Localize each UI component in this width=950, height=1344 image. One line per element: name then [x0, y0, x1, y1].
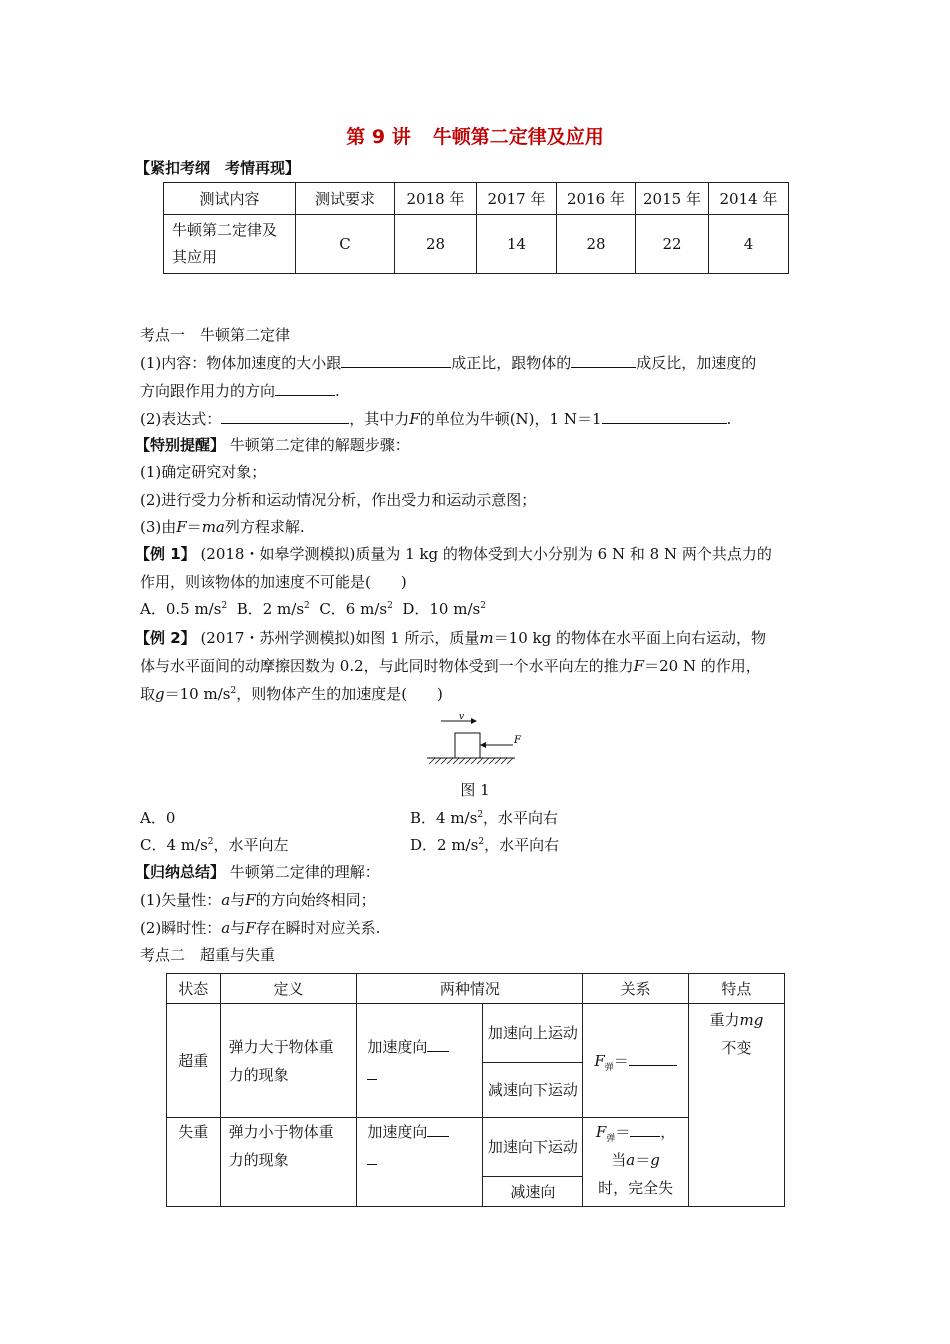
definition-underweight: 弹力小于物体重力的现象	[220, 1118, 357, 1207]
table-cell-value: 28	[395, 215, 477, 274]
table-header-cell: 两种情况	[357, 974, 583, 1004]
state-underweight: 失重	[167, 1118, 221, 1207]
case-underweight-1: 加速向下运动	[483, 1118, 583, 1177]
summary-item1: (1)矢量性：a与F的方向始终相同；	[140, 891, 376, 909]
table-header-cell: 2018 年	[395, 183, 477, 215]
table-header-row	[164, 183, 789, 215]
force-label: F	[514, 735, 521, 746]
ground-hatching	[429, 758, 513, 764]
table-header-row	[167, 974, 785, 1004]
example2-option-c[interactable]: C．4 $m/s^2$，水平向左	[140, 836, 289, 854]
figure-1-diagram	[425, 713, 525, 771]
feature-cell: 重力mg 不变	[688, 1004, 784, 1207]
table-header-cell: 测试内容	[164, 183, 296, 215]
table-header-cell: 关系	[583, 974, 688, 1004]
table-row	[164, 215, 789, 274]
point1-content-line1: (1)内容：物体加速度的大小跟 成正比，跟物体的 成反比，加速度的	[140, 354, 757, 372]
lecture-topic: 牛顿第二定律及应用	[432, 126, 604, 148]
reminder-step1: (1)确定研究对象；	[140, 463, 267, 481]
exam-outline-heading: 【紧扣考纲 考情再现】	[135, 159, 301, 177]
case-overweight-2: 减速向下运动	[483, 1063, 583, 1118]
weight-table	[166, 973, 785, 1207]
reminder-step2: (2)进行受力分析和运动情况分析，作出受力和运动示意图；	[140, 491, 537, 509]
example1-line2: 作用，则该物体的加速度不可能是( )	[140, 573, 407, 591]
option-b[interactable]: B．2 $m/s^2$	[236, 600, 310, 618]
option-d[interactable]: D．10 $m/s^2$	[402, 600, 486, 618]
fill-blank	[602, 408, 727, 424]
lecture-number: 第 9 讲	[346, 126, 411, 148]
table-header-cell: 2017 年	[477, 183, 557, 215]
fill-blank	[221, 408, 349, 424]
table-header-cell: 2014 年	[709, 183, 789, 215]
table-cell-requirement: C	[296, 215, 395, 274]
table-header-cell: 特点	[688, 974, 784, 1004]
table-cell-value: 22	[636, 215, 709, 274]
fill-blank	[341, 352, 451, 368]
acceleration-underweight: 加速度向	[357, 1118, 483, 1207]
point2-heading: 考点二 超重与失重	[140, 946, 276, 964]
table-header-cell: 定义	[220, 974, 357, 1004]
example2-label: 【例 2】	[135, 629, 196, 647]
example2-option-a[interactable]: A．0	[140, 809, 176, 827]
table-cell-value: 4	[709, 215, 789, 274]
reminder-line: 【特别提醒】 牛顿第二定律的解题步骤：	[135, 436, 410, 454]
example1-options	[140, 599, 486, 619]
table-cell-value: 28	[557, 215, 636, 274]
example1-label: 【例 1】	[135, 545, 196, 563]
example2-line2: 体与水平面间的动摩擦因数为 0.2，与此同时物体受到一个水平向左的推力F＝20 N 的作用，	[140, 657, 761, 675]
relation-underweight: $F_弹=$ ， 当a＝g 时，完全失	[583, 1118, 688, 1207]
table-header-cell: 2015 年	[636, 183, 709, 215]
summary-label: 【归纳总结】	[135, 863, 226, 881]
definition-overweight: 弹力大于物体重力的现象	[220, 1004, 357, 1118]
exam-outline-table	[163, 182, 789, 274]
table-cell-content: 牛顿第二定律及其应用	[164, 215, 296, 274]
table-row	[167, 1004, 785, 1063]
table-header-cell: 状态	[167, 974, 221, 1004]
reminder-step3: (3)由F＝ma列方程求解.	[140, 518, 305, 536]
option-a[interactable]: A．0.5 $m/s^2$	[140, 600, 228, 618]
example2-option-b[interactable]: B．4 $m/s^2$，水平向右	[410, 809, 559, 827]
table-header-cell: 测试要求	[296, 183, 395, 215]
table-cell-value: 14	[477, 215, 557, 274]
figure-caption: 图 1	[460, 781, 490, 799]
velocity-arrowhead	[471, 718, 477, 724]
page-title	[0, 122, 950, 149]
example2-option-d[interactable]: D．2 $m/s^2$，水平向右	[410, 836, 560, 854]
example2-line1: 【例 2】 (2017・苏州学测模拟)如图 1 所示，质量m＝10 kg 的物体在水平面上向右运动，物	[135, 629, 766, 647]
point1-heading: 考点一 牛顿第二定律	[140, 326, 291, 344]
fill-blank	[571, 352, 636, 368]
acceleration-overweight: 加速度向	[357, 1004, 483, 1118]
option-c[interactable]: C．6 $m/s^2$	[319, 600, 393, 618]
fill-blank	[275, 380, 335, 396]
summary-item2: (2)瞬时性：a与F存在瞬时对应关系.	[140, 919, 381, 937]
case-underweight-2: 减速向	[483, 1177, 583, 1207]
velocity-label: v	[459, 713, 465, 722]
reminder-label: 【特别提醒】	[135, 436, 226, 454]
relation-overweight: $F_弹=$	[583, 1004, 688, 1118]
summary-line: 【归纳总结】 牛顿第二定律的理解：	[135, 863, 380, 881]
table-header-cell: 2016 年	[557, 183, 636, 215]
point1-content-line2: 方向跟作用力的方向 .	[140, 382, 340, 400]
force-arrowhead	[480, 742, 486, 748]
state-overweight: 超重	[167, 1004, 221, 1118]
example1-line1: 【例 1】 (2018・如皋学测模拟)质量为 1 kg 的物体受到大小分别为 6 N 和 8 N 两个共点力的	[135, 545, 772, 563]
block	[455, 733, 480, 758]
point1-expression: (2)表达式： ，其中力F的单位为牛顿(N)，1 N＝1 .	[140, 410, 732, 428]
case-overweight-1: 加速向上运动	[483, 1004, 583, 1063]
example2-line3: 取g＝10 $m/s^2$，则物体产生的加速度是( )	[140, 685, 443, 703]
